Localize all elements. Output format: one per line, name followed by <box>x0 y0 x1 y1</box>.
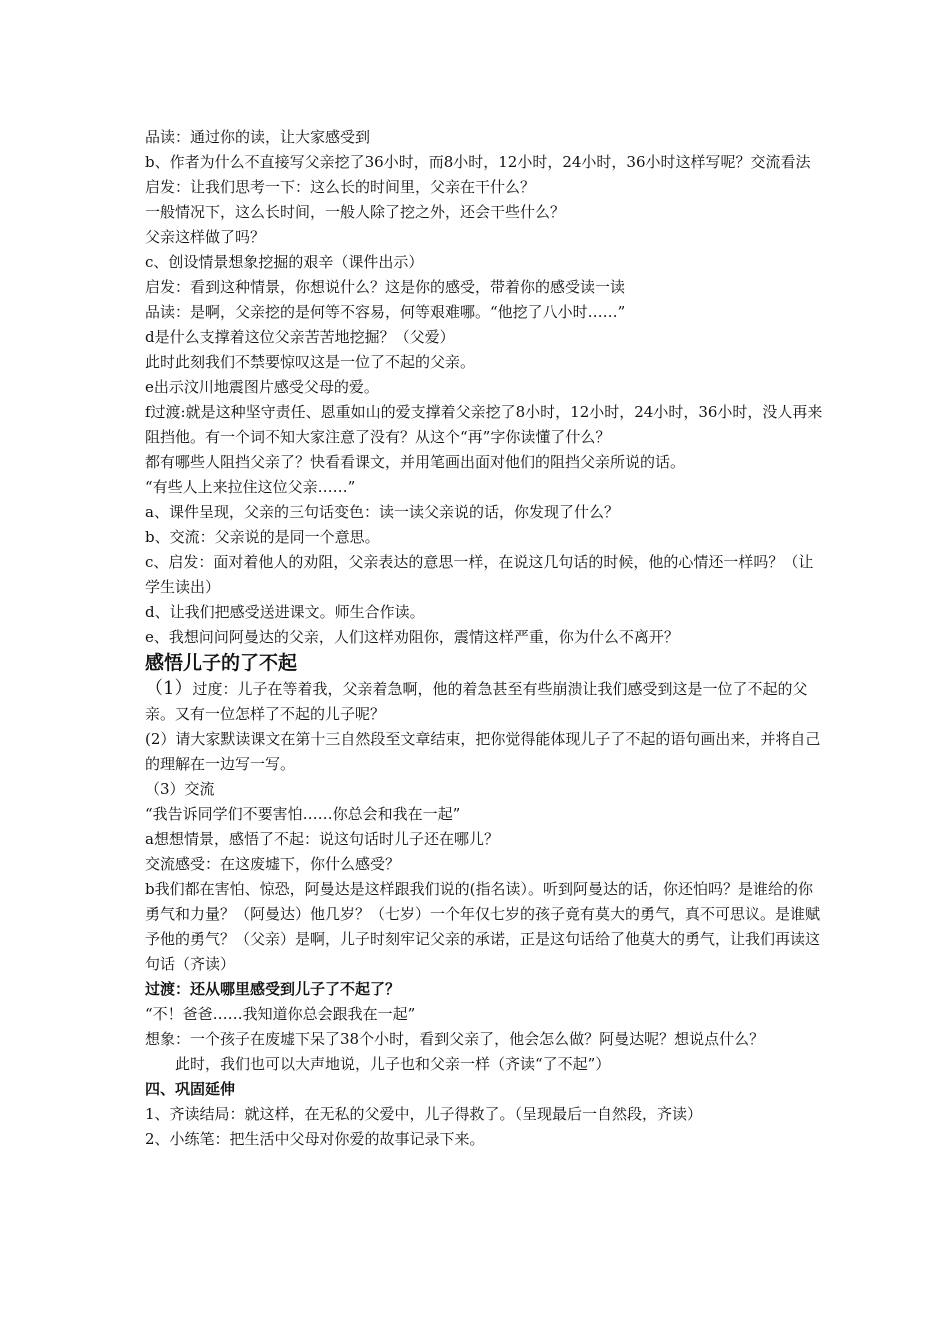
paragraph: (2）请大家默读课文在第十三自然段至文章结束，把你觉得能体现儿子了不起的语句画出来，并将自己的理解在一边写一写。 <box>145 730 821 773</box>
transition-heading: 过渡：还从哪里感受到儿子了不起了？ <box>145 980 401 998</box>
paragraph: b、交流：父亲说的是同一个意思。 <box>145 528 380 546</box>
paragraph: （3）交流 <box>145 780 215 798</box>
section-heading: 感悟儿子的了不起 <box>145 652 298 674</box>
paragraph: 品读：是啊，父亲挖的是何等不容易，何等艰难哪。“他挖了八小时……” <box>145 303 626 321</box>
paragraph: b我们都在害怕、惊恐，阿曼达是这样跟我们说的(指名读）。听到阿曼达的话，你还怕吗？是谁给的你勇气和力量？（阿曼达）他几岁？（七岁）一个年仅七岁的孩子竟有莫大的勇气，真不可思议。是谁赋予他的勇气？（父亲）是啊，儿子时刻牢记父亲的承诺，正是这句话给了他莫大的勇气，让我们再读这句话（齐读） <box>145 880 821 973</box>
paragraph: “不！爸爸……我知道你总会跟我在一起” <box>145 1005 416 1023</box>
paragraph: a想想情景，感悟了不起：说这句话时儿子还在哪儿？ <box>145 830 499 848</box>
paragraph: d是什么支撑着这位父亲苦苦地挖掘？（父爱） <box>145 328 455 346</box>
document-body <box>145 125 825 1152</box>
paragraph: c、启发：面对着他人的劝阻，父亲表达的意思一样，在说这几句话的时候，他的心情还一样吗？（让学生读出） <box>145 553 814 596</box>
paragraph: c、创设情景想象挖掘的艰辛（课件出示） <box>145 253 424 271</box>
section-heading-4: 四、巩固延伸 <box>145 1080 236 1098</box>
paragraph <box>145 676 825 727</box>
item-text: 过度：儿子在等着我，父亲着急啊，他的着急甚至有些崩溃让我们感受到这是一位了不起的父亲。又有一位怎样了不起的儿子呢？ <box>145 680 808 723</box>
paragraph: 父亲这样做了吗？ <box>145 228 266 246</box>
paragraph: e、我想问问阿曼达的父亲，人们这样劝阻你，震情这样严重，你为什么不离开？ <box>145 628 679 646</box>
list-item: 1、齐读结局：就这样，在无私的父爱中，儿子得救了。（呈现最后一自然段，齐读） <box>145 1105 703 1123</box>
paragraph: “我告诉同学们不要害怕……你总会和我在一起” <box>145 805 461 823</box>
paragraph: 品读：通过你的读，让大家感受到 <box>145 128 371 146</box>
paragraph: 交流感受：在这废墟下，你什么感受？ <box>145 855 401 873</box>
paragraph: e出示汶川地震图片感受父母的爱。 <box>145 378 379 396</box>
paragraph: 都有哪些人阻挡父亲了？快看看课文，并用笔画出面对他们的阻挡父亲所说的话。 <box>145 453 686 471</box>
list-item: 2、小练笔：把生活中父母对你爱的故事记录下来。 <box>145 1130 485 1148</box>
item-number: （1） <box>145 678 193 699</box>
paragraph: 一般情况下，这么长时间，一般人除了挖之外，还会干些什么？ <box>145 203 566 221</box>
paragraph: b、作者为什么不直接写父亲挖了36小时，而8小时，12小时，24小时，36小时这样写呢？交流看法 <box>145 153 811 171</box>
paragraph: 启发：看到这种情景，你想说什么？这是你的感受，带着你的感受读一读 <box>145 278 626 296</box>
paragraph: “有些人上来拉住这位父亲……” <box>145 478 356 496</box>
paragraph: d、让我们把感受送进课文。师生合作读。 <box>145 603 425 621</box>
paragraph: a、课件呈现，父亲的三句话变色：读一读父亲说的话，你发现了什么？ <box>145 503 619 521</box>
paragraph: f过渡:就是这种坚守责任、恩重如山的爱支撑着父亲挖了8小时，12小时，24小时，36小时，没人再来阻挡他。有一个词不知大家注意了没有？从这个“再”字你读懂了什么？ <box>145 403 823 446</box>
indented-paragraph: 此时，我们也可以大声地说，儿子也和父亲一样（齐读“了不起”） <box>175 1055 611 1073</box>
paragraph: 启发：让我们思考一下：这么长的时间里，父亲在干什么？ <box>145 178 536 196</box>
paragraph: 此时此刻我们不禁要惊叹这是一位了不起的父亲。 <box>145 353 476 371</box>
paragraph: 想象：一个孩子在废墟下呆了38个小时，看到父亲了，他会怎么做？阿曼达呢？想说点什么？ <box>145 1030 765 1048</box>
